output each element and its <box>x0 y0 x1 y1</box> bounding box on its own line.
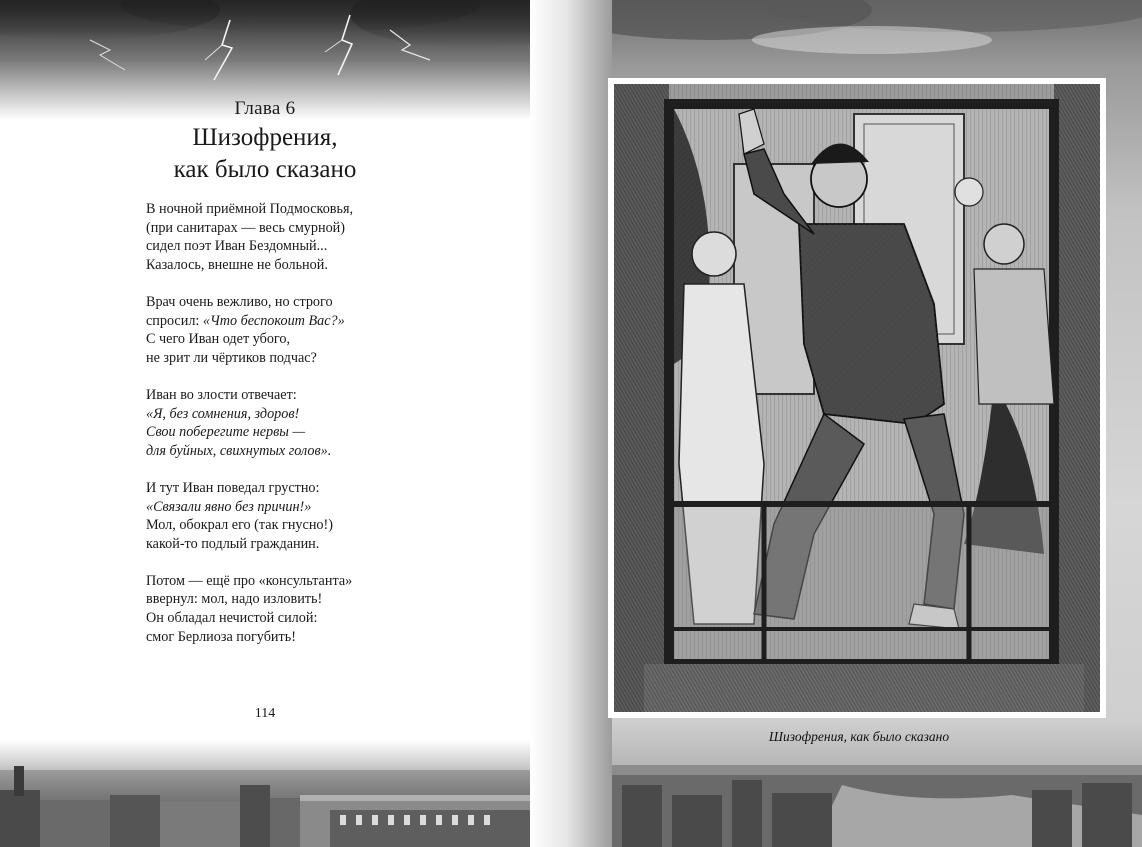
poem-line: (при санитарах — весь смурной) <box>146 219 345 236</box>
poem-line: Врач очень вежливо, но строго <box>146 293 333 310</box>
poem-line: В ночной приёмной Подмосковья, <box>146 201 354 217</box>
city-panorama-decoration <box>0 740 530 847</box>
poem-line: «Я, без сомнения, здоров! <box>146 405 300 422</box>
poem-stanza <box>146 293 476 367</box>
poem-line: «Связали явно без причин!» <box>146 498 312 515</box>
poem-line: для буйных, свихнутых голов». <box>146 442 332 459</box>
poem-stanza <box>146 572 476 646</box>
poem-text <box>146 200 476 665</box>
chapter-label: Глава 6 <box>234 98 296 119</box>
page-number: 114 <box>254 706 276 721</box>
poem-line: Мол, обокрал его (так гнусно!) <box>146 517 333 534</box>
poem-line-quote: «Что беспокоит Вас?» <box>202 312 345 329</box>
poem-line: С чего Иван одет убого, <box>146 331 291 348</box>
city-panorama-decoration <box>612 765 1142 847</box>
poem-line <box>146 312 476 331</box>
poem-line: не зрит ли чёртиков подчас? <box>146 349 317 366</box>
poem-stanza <box>146 200 476 274</box>
poem-stanza <box>146 479 476 553</box>
book-gutter <box>530 0 612 847</box>
poem-line: Казалось, внешне не больной. <box>146 256 328 273</box>
chapter-title-line: как было сказано <box>173 156 357 183</box>
poem-line: ввернул: мол, надо изловить! <box>146 591 323 608</box>
poem-line: какой-то подлый гражданин. <box>146 535 320 552</box>
cloud-sky-decoration <box>612 0 1142 80</box>
left-page <box>0 0 530 847</box>
poem-line: И тут Иван поведал грустно: <box>146 479 320 496</box>
poem-line: Потом — ещё про «консультанта» <box>146 572 353 589</box>
poem-line: Иван во злости отвечает: <box>146 386 297 403</box>
poem-line: Он обладал нечистой силой: <box>146 610 318 627</box>
poem-line: сидел поэт Иван Бездомный... <box>146 238 328 255</box>
illustration-frame <box>608 78 1106 718</box>
poem-line: смог Берлиоза погубить! <box>146 628 296 645</box>
illustration-caption: Шизофрения, как было сказано <box>768 729 950 744</box>
chapter-title <box>0 122 530 186</box>
poem-stanza <box>146 386 476 460</box>
chapter-title-line: Шизофрения, <box>192 124 338 151</box>
poem-line: Свои поберегите нервы — <box>146 424 306 441</box>
poem-line-part: спросил: <box>146 312 200 329</box>
engraving-illustration <box>614 84 1100 712</box>
